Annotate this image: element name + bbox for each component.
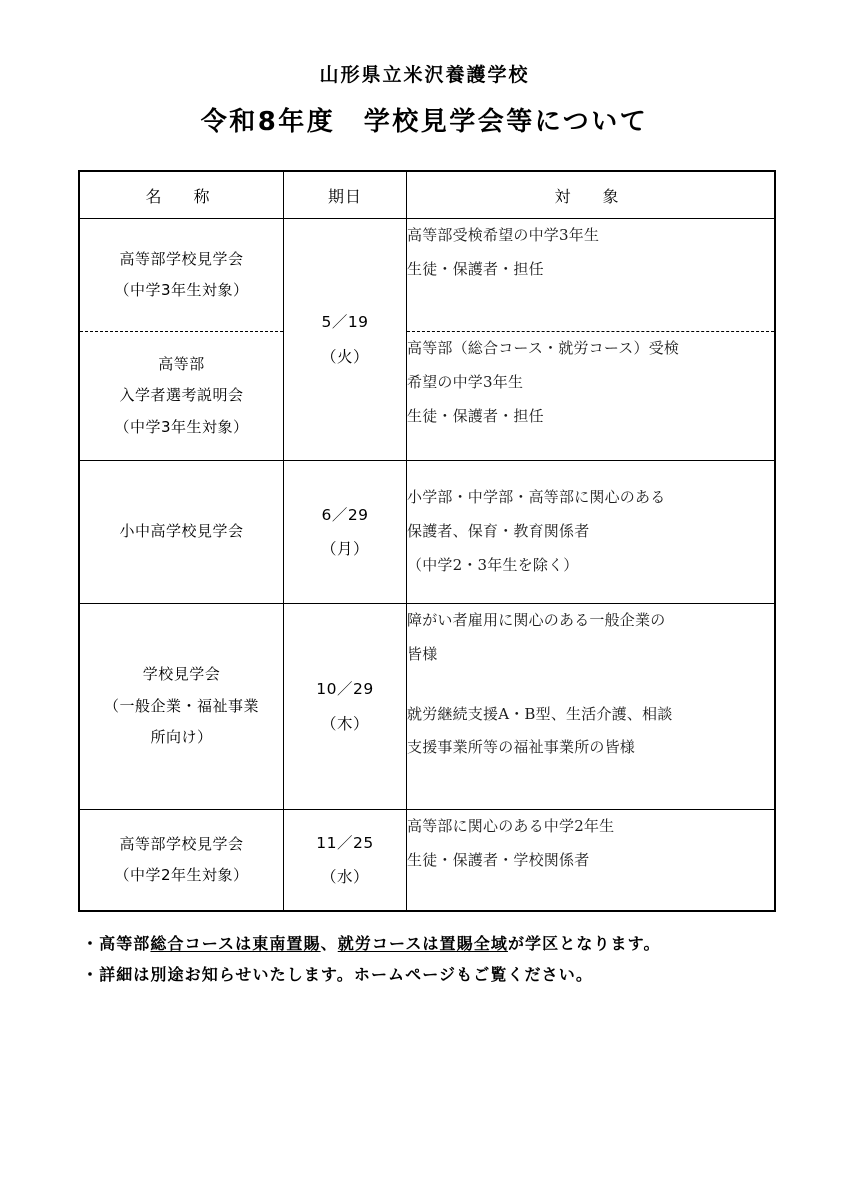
- cell-name: [79, 219, 284, 332]
- school-name: 山形県立米沢養護学校: [319, 64, 530, 86]
- table-row: [79, 604, 775, 810]
- column-header-date: 期日: [284, 171, 407, 219]
- name-line: （中学3年生対象）: [114, 417, 249, 436]
- target-line: 高等部受検希望の中学3年生: [407, 226, 600, 244]
- name-line: 高等部学校見学会: [119, 834, 244, 853]
- table-row: [79, 332, 775, 461]
- target-spacer: [407, 672, 774, 698]
- note-segment: 詳細は別途お知らせいたします。ホームページもご覧ください。: [99, 965, 593, 985]
- target-line: 皆様: [407, 644, 438, 663]
- date-line: 6／29: [321, 505, 369, 524]
- table-row: [79, 219, 775, 332]
- cell-date: [284, 461, 407, 604]
- cell-date: [284, 604, 407, 810]
- notes-section: [82, 928, 782, 990]
- note-bullet: ・: [82, 934, 100, 953]
- date-line: （月）: [320, 540, 369, 558]
- name-line: 小中高学校見学会: [119, 522, 244, 541]
- name-line: （中学2年生対象）: [114, 866, 249, 884]
- cell-target: [407, 810, 776, 912]
- title-block: [0, 62, 849, 140]
- cell-target: [407, 332, 776, 461]
- cell-target: [407, 604, 776, 810]
- target-line: 生徒・保護者・学校関係者: [407, 850, 590, 869]
- target-line: 希望の中学3年生: [407, 372, 524, 391]
- cell-name: [79, 461, 284, 604]
- name-line: （一般企業・福祉事業: [103, 696, 259, 715]
- table-row: [79, 810, 775, 912]
- date-line: 11／25: [316, 833, 374, 852]
- note-line-1: [82, 928, 782, 959]
- note-line-2: [82, 959, 782, 990]
- note-segment: が学区となります。: [507, 934, 661, 953]
- cell-name: [79, 332, 284, 461]
- column-header-name: 名 称: [79, 171, 284, 219]
- date-line: 5／19: [321, 313, 369, 332]
- name-line: 高等部学校見学会: [119, 249, 244, 268]
- column-header-target: 対 象: [407, 171, 776, 219]
- name-line: 所向け）: [150, 728, 213, 747]
- target-line: 生徒・保護者・担任: [407, 259, 544, 278]
- name-line: 高等部: [158, 354, 205, 373]
- note-segment: 高等部: [99, 934, 151, 953]
- target-line: 保護者、保育・教育関係者: [407, 522, 590, 541]
- target-line: 生徒・保護者・担任: [407, 406, 544, 425]
- target-line: （中学2・3年生を除く）: [407, 555, 579, 574]
- date-line: （水）: [320, 868, 369, 886]
- table-row: [79, 461, 775, 604]
- cell-date: [284, 219, 407, 461]
- target-line: 就労継続支援A・B型、生活介護、相談: [407, 704, 673, 723]
- schedule-table: [78, 170, 776, 912]
- note-segment: 、: [320, 934, 338, 953]
- target-line: 支援事業所等の福祉事業所の皆様: [407, 738, 636, 757]
- target-line: 高等部（総合コース・就労コース）受検: [407, 339, 680, 357]
- table-header-row: [79, 171, 775, 219]
- name-line: （中学3年生対象）: [114, 281, 249, 299]
- page-title: 令和8年度 学校見学会等について: [200, 106, 649, 137]
- cell-name: [79, 604, 284, 810]
- cell-name: [79, 810, 284, 912]
- note-bullet: ・: [82, 965, 100, 985]
- cell-target: [407, 219, 776, 332]
- name-line: 学校見学会: [142, 665, 221, 684]
- target-line: 小学部・中学部・高等部に関心のある: [407, 488, 666, 507]
- note-segment-underlined: 就労コースは置賜全域: [337, 934, 508, 953]
- date-line: 10／29: [316, 680, 374, 699]
- date-line: （木）: [320, 714, 369, 733]
- name-line: 入学者選考説明会: [119, 386, 244, 405]
- target-line: 高等部に関心のある中学2年生: [407, 817, 615, 835]
- cell-target: [407, 461, 776, 604]
- cell-date: [284, 810, 407, 912]
- note-segment-underlined: 総合コースは東南置賜: [150, 934, 321, 953]
- target-line: 障がい者雇用に関心のある一般企業の: [407, 611, 666, 629]
- date-line: （火）: [320, 347, 369, 366]
